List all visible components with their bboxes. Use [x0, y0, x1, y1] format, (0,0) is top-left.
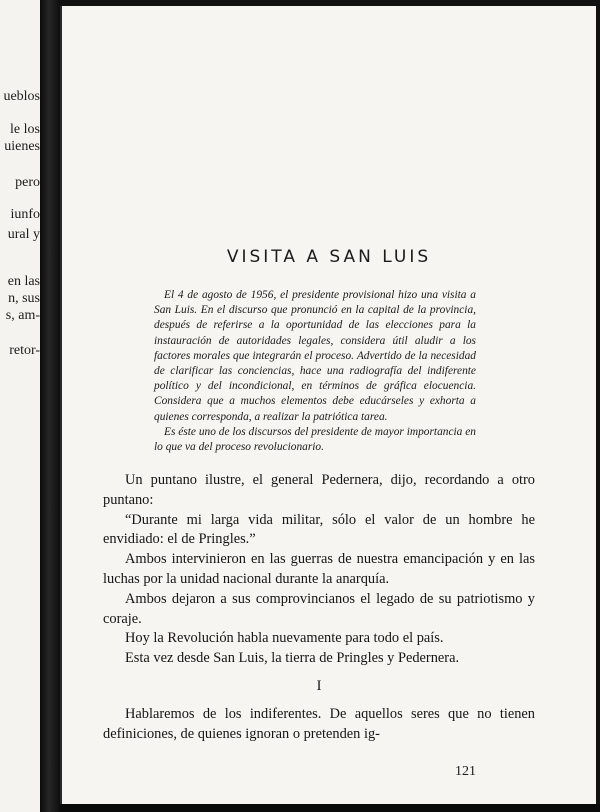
book-page [60, 6, 596, 806]
prev-page-line: s, am- [5, 308, 40, 323]
prev-page-line: pero [15, 175, 40, 190]
body-paragraph: Hablaremos de los indiferentes. De aquellos seres que no tienen definiciones, de quienes ignoran o pretenden ig- [103, 705, 535, 742]
page-number: 121 [455, 764, 476, 779]
section-number: I [316, 677, 322, 694]
body-paragraph: Un puntano ilustre, el general Pedernera, dijo, recordando a otro puntano: [103, 472, 535, 508]
prev-page-line: ueblos [3, 89, 40, 104]
scan-bottom-edge [60, 804, 600, 812]
body-paragraph: Hoy la Revolución habla nuevamente para todo el país. [125, 630, 444, 647]
intro-paragraph: Es éste uno de los discursos del presidente de mayor importancia en lo que va del proceso revolucionario. [154, 425, 476, 454]
prev-page-line: uienes [4, 139, 40, 154]
prev-page-line: iunfo [10, 207, 40, 222]
prev-page-line: en las [7, 274, 40, 289]
page-title: VISITA A SAN LUIS [226, 247, 432, 267]
body-paragraph: “Durante mi larga vida militar, sólo el valor de un hombre he envidiado: el de Pringles.” [103, 511, 535, 548]
speech-body [103, 471, 535, 744]
intro-summary [154, 288, 476, 455]
prev-page-line: le los [10, 122, 40, 137]
previous-page-edge [0, 0, 40, 812]
intro-paragraph: El 4 de agosto de 1956, el presidente provisional hizo una visita a San Luis. En el discurso que pronunció en la capital de la provincia, después de referirse a la oportunidad de las elecciones para la instauración de autoridades legales, considera útil aludir a los factores morales que integrarán el proceso. Advertido de la necesidad de clarificar las conciencias, hace una radiografía del indiferente político y del incondicional, en términos de gráfica elocuencia. Considera que a muchos elementos debe educárseles y exhorta a quienes corresponda, a realizar la patriótica tarea. [154, 289, 476, 423]
book-gutter [40, 0, 60, 812]
prev-page-line: n, sus [8, 291, 40, 306]
prev-page-line: retor- [9, 343, 40, 358]
prev-page-line: ural y [7, 227, 40, 242]
body-paragraph: Ambos dejaron a sus comprovincianos el legado de su patriotismo y coraje. [103, 590, 535, 627]
body-paragraph: Ambos intervinieron en las guerras de nuestra emancipación y en las luchas por la unidad nacional durante la anarquía. [103, 551, 535, 587]
body-paragraph: Esta vez desde San Luis, la tierra de Pringles y Pedernera. [125, 650, 460, 667]
